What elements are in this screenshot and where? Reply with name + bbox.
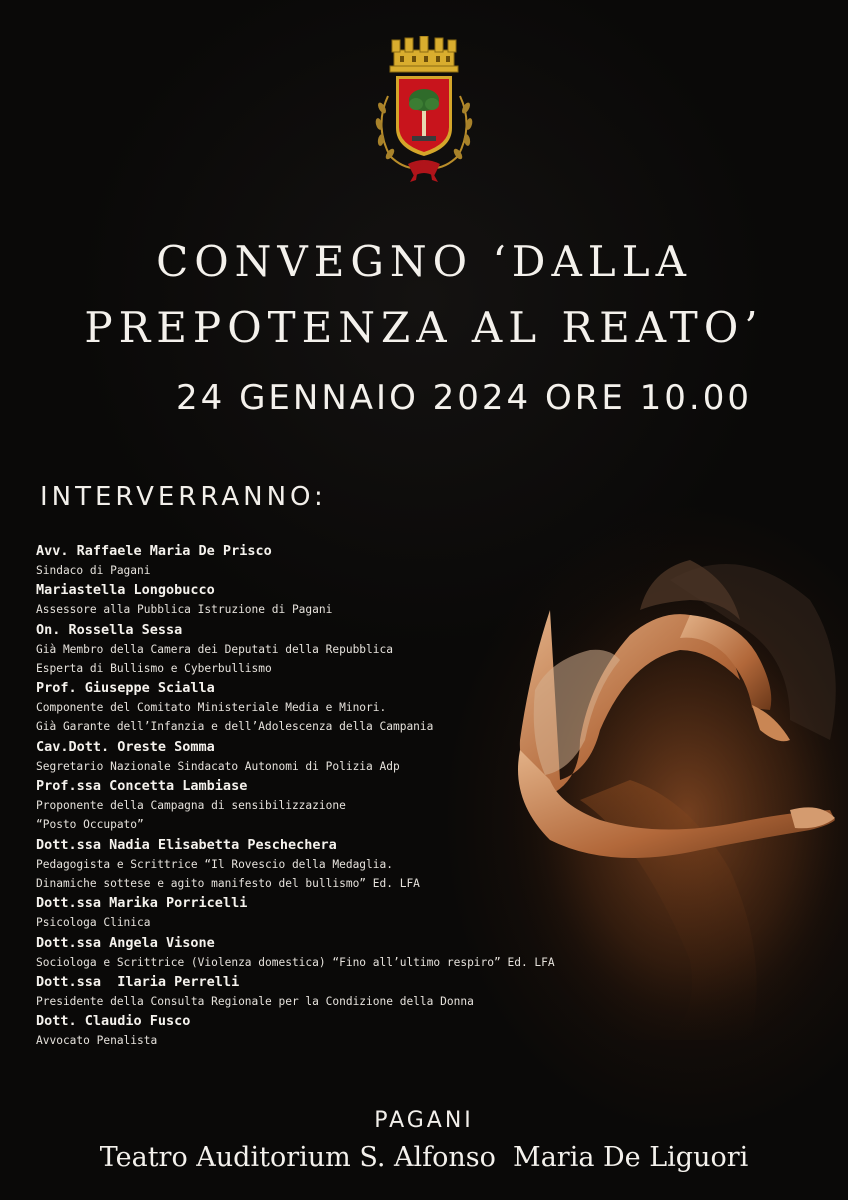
speaker-name: Dott.ssa Ilaria Perrelli [36, 973, 240, 990]
speaker-role: “Posto Occupato” [36, 818, 144, 832]
speaker-entry [36, 580, 616, 619]
speaker-entry [36, 620, 616, 679]
speaker-name: Dott. Claudio Fusco [36, 1013, 191, 1030]
speaker-name: On. Rossella Sessa [36, 621, 183, 638]
speaker-name: Mariastella Longobucco [36, 582, 215, 599]
footer-venue: Teatro Auditorium S. Alfonso Maria De Liguori [99, 1142, 749, 1173]
speaker-role: Già Garante dell’Infanzia e dell’Adolescenza della Campania [36, 720, 434, 734]
speakers-heading: INTERVERRANNO: [40, 482, 327, 512]
event-title-line-2: PREPOTENZA AL REATO’ [84, 303, 764, 352]
footer-city: PAGANI [374, 1108, 474, 1133]
speakers-list [36, 541, 616, 1050]
speaker-name: Dott.ssa Marika Porricelli [36, 895, 248, 912]
speaker-role: Segretario Nazionale Sindacato Autonomi di Polizia Adp [36, 759, 400, 773]
speaker-entry [36, 776, 616, 835]
speaker-entry [36, 541, 616, 580]
speaker-entry [36, 893, 616, 932]
event-title-line-1: CONVEGNO ‘DALLA [156, 237, 692, 286]
speaker-name: Avv. Raffaele Maria De Prisco [36, 543, 272, 559]
speaker-entry [36, 933, 616, 972]
speaker-entry [36, 678, 616, 737]
event-date: 24 GENNAIO 2024 ORE 10.00 [176, 378, 752, 418]
speaker-role: Già Membro della Camera dei Deputati della Repubblica [36, 642, 393, 656]
speaker-role: Assessore alla Pubblica Istruzione di Pagani [36, 603, 333, 617]
speaker-role: Proponente della Campagna di sensibilizzazione [36, 799, 346, 813]
speaker-name: Dott.ssa Nadia Elisabetta Peschechera [36, 836, 337, 853]
speaker-role: Dinamiche sottese e agito manifesto del bullismo” Ed. LFA [36, 876, 420, 890]
speaker-name: Cav.Dott. Oreste Somma [36, 738, 215, 755]
speaker-entry [36, 835, 616, 894]
speaker-role: Psicologa Clinica [36, 916, 151, 930]
speaker-entry [36, 1011, 616, 1050]
speaker-name: Prof. Giuseppe Scialla [36, 680, 215, 697]
speaker-role: Sindaco di Pagani [36, 564, 151, 577]
speaker-role: Presidente della Consulta Regionale per la Condizione della Donna [36, 994, 474, 1008]
speaker-role: Pedagogista e Scrittrice “Il Rovescio della Medaglia. [36, 857, 393, 871]
speaker-role: Esperta di Bullismo e Cyberbullismo [36, 661, 272, 675]
coat-of-arms-icon [368, 36, 480, 184]
speaker-name: Prof.ssa Concetta Lambiase [36, 778, 248, 795]
speaker-role: Sociologa e Scrittrice (Violenza domestica) “Fino all’ultimo respiro” Ed. LFA [36, 955, 555, 969]
speaker-role: Componente del Comitato Ministeriale Media e Minori. [36, 701, 387, 715]
speaker-entry [36, 737, 616, 776]
speaker-role: Avvocato Penalista [36, 1034, 158, 1048]
speaker-entry [36, 972, 616, 1011]
speaker-name: Dott.ssa Angela Visone [36, 934, 215, 951]
